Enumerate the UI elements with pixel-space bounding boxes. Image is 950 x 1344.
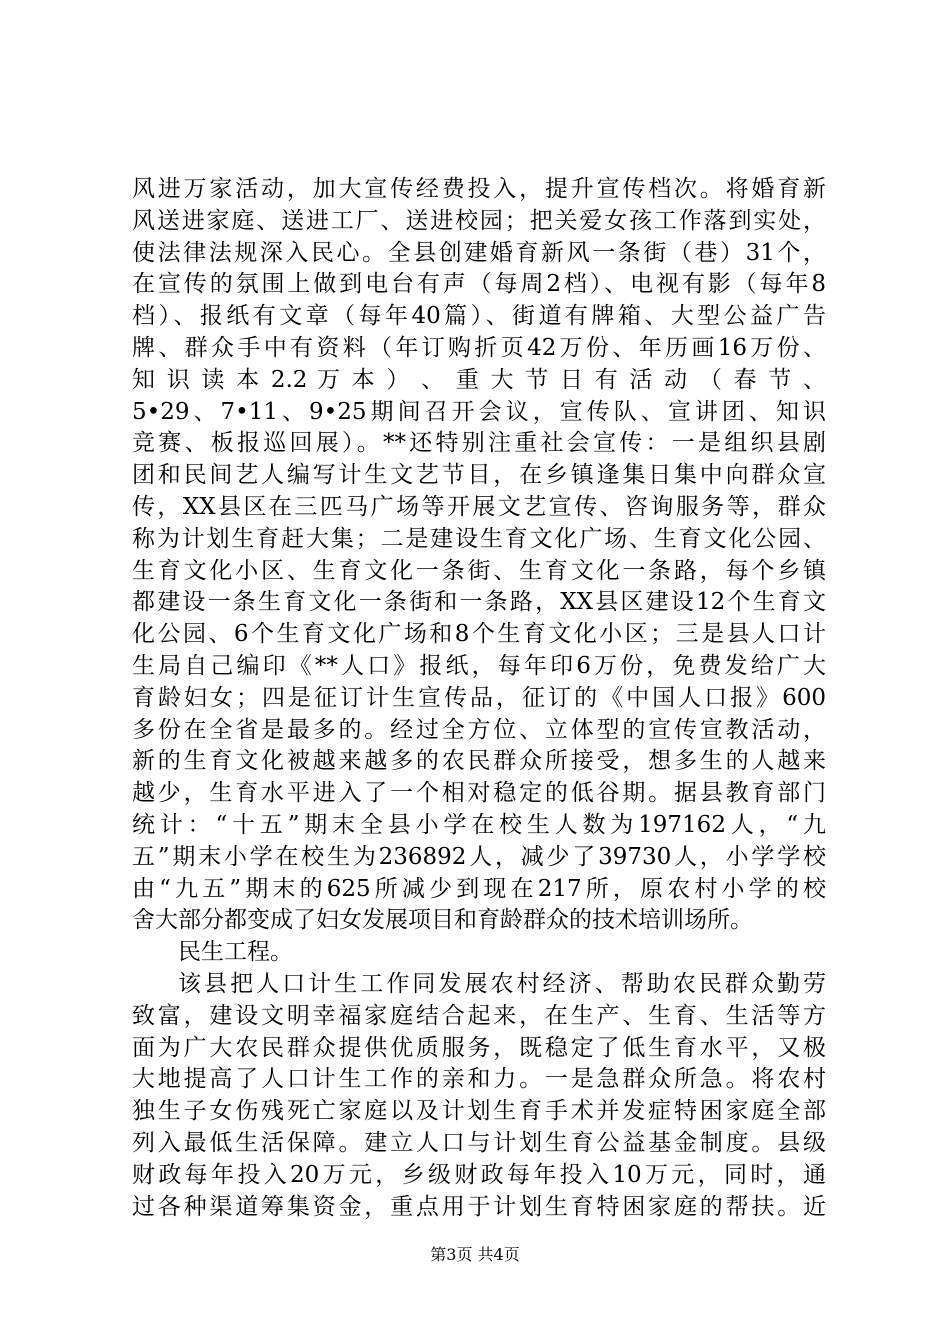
text-line: 舍大部分都变成了妇女发展项目和育龄群众的技术培训场所。 bbox=[132, 907, 753, 934]
text-line: 五”期末小学在校生为236892人，减少了39730人，小学学校 bbox=[132, 843, 826, 870]
page-number-footer: 第3页 共4页 bbox=[430, 1245, 520, 1264]
text-line: 团和民间艺人编写计生文艺节目，在乡镇逢集日集中向群众宣 bbox=[132, 462, 826, 489]
text-line: 知 识 读 本 2.2 万 本 ） 、 重 大 节 日 有 活 动 （ 春 节 、 bbox=[132, 366, 826, 393]
text-line: 5•29、7•11、9•25期间召开会议，宣传队、宣讲团、知识 bbox=[132, 398, 826, 425]
text-line: 列入最低生活保障。建立人口与计划生育公益基金制度。县级 bbox=[132, 1129, 826, 1156]
body-text bbox=[132, 174, 826, 1223]
text-line: 大地提高了人口计生工作的亲和力。一是急群众所急。将农村 bbox=[132, 1066, 826, 1093]
text-line: 传，XX县区在三匹马广场等开展文艺宣传、咨询服务等，群众 bbox=[132, 493, 826, 520]
text-line: 该县把人口计生工作同发展农村经济、帮助农民群众勤劳 bbox=[178, 970, 826, 997]
text-line: 独生子女伤残死亡家庭以及计划生育手术并发症特困家庭全部 bbox=[132, 1098, 826, 1125]
text-line: 档）、报纸有文章（每年40篇）、街道有牌箱、大型公益广告 bbox=[132, 303, 826, 330]
text-line: 新的生育文化被越来越多的农民群众所接受，想多生的人越来 bbox=[132, 748, 826, 775]
text-line: 使法律法规深入民心。全县创建婚育新风一条街（巷）31个， bbox=[132, 239, 826, 266]
text-line: 称为计划生育赶大集；二是建设生育文化广场、生育文化公园、 bbox=[132, 525, 826, 552]
text-line: 化公园、6个生育文化广场和8个生育文化小区；三是县人口计 bbox=[132, 621, 826, 648]
text-line: 过各种渠道筹集资金，重点用于计划生育特困家庭的帮扶。近 bbox=[132, 1193, 826, 1220]
text-line: 都建设一条生育文化一条街和一条路，XX县区建设12个生育文 bbox=[132, 589, 826, 616]
text-line: 多份在全省是最多的。经过全方位、立体型的宣传宣教活动， bbox=[132, 716, 826, 743]
text-line: 统计：“十五”期末全县小学在校生人数为197162人，“九 bbox=[132, 811, 826, 838]
text-line: 生育文化小区、生育文化一条街、生育文化一条路，每个乡镇 bbox=[132, 557, 826, 584]
text-line: 越少，生育水平进入了一个相对稳定的低谷期。据县教育部门 bbox=[132, 780, 826, 807]
paragraph-livelihood bbox=[132, 969, 826, 1223]
text-line: 财政每年投入20万元，乡级财政每年投入10万元，同时，通 bbox=[132, 1161, 826, 1188]
paragraph-publicity bbox=[132, 174, 826, 937]
text-line: 竞赛、板报巡回展）。**还特别注重社会宣传：一是组织县剧 bbox=[132, 430, 826, 457]
text-line: 风送进家庭、送进工厂、送进校园；把关爱女孩工作落到实处， bbox=[132, 207, 826, 234]
section-heading: 民生工程。 bbox=[178, 939, 293, 966]
text-line: 生局自己编印《**人口》报纸，每年印6万份，免费发给广大 bbox=[132, 652, 826, 679]
text-line: 育龄妇女；四是征订计生宣传品，征订的《中国人口报》600 bbox=[132, 684, 826, 711]
text-line: 牌、群众手中有资料（年订购折页42万份、年历画16万份、 bbox=[132, 334, 826, 361]
text-line: 在宣传的氛围上做到电台有声（每周2档）、电视有影（每年8 bbox=[132, 271, 826, 298]
text-line: 由“九五”期末的625所减少到现在217所，原农村小学的校 bbox=[132, 875, 826, 902]
text-line: 风进万家活动，加大宣传经费投入，提升宣传档次。将婚育新 bbox=[132, 176, 826, 202]
text-line: 面为广大农民群众提供优质服务，既稳定了低生育水平，又极 bbox=[132, 1034, 826, 1061]
text-line: 致富，建设文明幸福家庭结合起来，在生产、生育、生活等方 bbox=[132, 1002, 826, 1029]
